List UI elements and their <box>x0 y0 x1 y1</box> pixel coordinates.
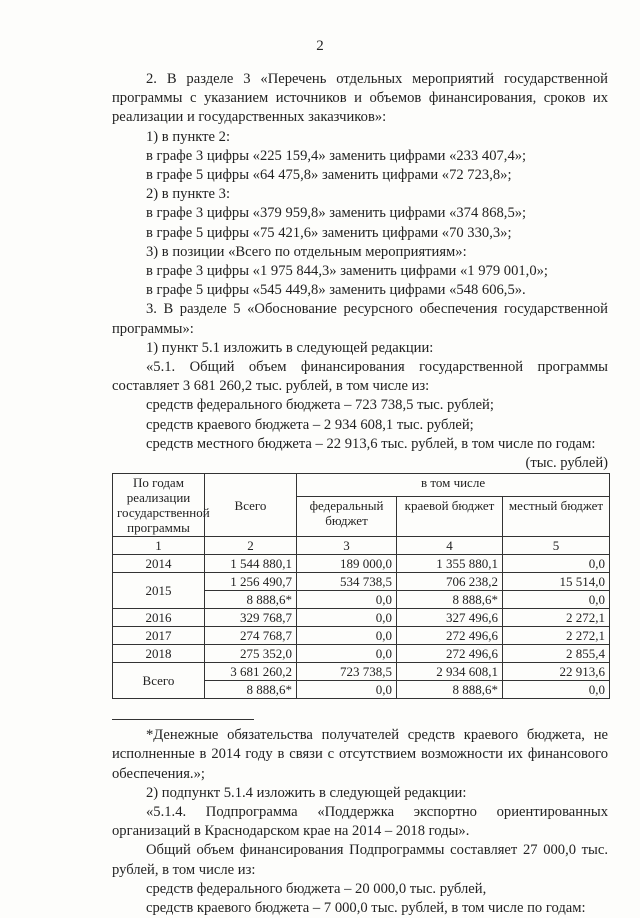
table-cell: 534 738,5 <box>297 573 397 591</box>
table-cell: 0,0 <box>503 555 610 573</box>
paragraph: 2. В разделе 3 «Перечень отдельных мероприятий государственной программы с указанием источников и объемов финансирования, сроков их реализации и государственных заказчиков»: <box>112 71 608 126</box>
financing-table <box>112 473 610 699</box>
table-cell: 272 496,6 <box>397 645 503 663</box>
page-number: 2 <box>316 38 324 54</box>
paragraph: 1) в пункте 2: <box>146 128 231 145</box>
row-label: 2017 <box>113 627 205 645</box>
table-cell: 2 272,1 <box>503 609 610 627</box>
table-cell: 189 000,0 <box>297 555 397 573</box>
table-cell: 275 352,0 <box>205 645 297 663</box>
paragraphs-top <box>112 70 608 454</box>
row-label: 2015 <box>113 573 205 609</box>
paragraph: средств краевого бюджета – 7 000,0 тыс. рублей, в том числе по годам: <box>146 900 586 917</box>
table-cell: 274 768,7 <box>205 627 297 645</box>
col-number: 3 <box>297 537 397 555</box>
table-cell: 272 496,6 <box>397 627 503 645</box>
header-federal: федеральный бюджет <box>297 496 397 537</box>
header-local: местный бюджет <box>503 496 610 537</box>
paragraph: в графе 5 цифры «75 421,6» заменить цифрами «70 330,3»; <box>146 224 512 241</box>
col-number: 4 <box>397 537 503 555</box>
document-body <box>112 70 608 918</box>
paragraph: Общий объем финансирования Подпрограммы составляет 27 000,0 тыс. рублей, в том числе из: <box>112 842 608 878</box>
table-cell: 8 888,6* <box>397 591 503 609</box>
table-row <box>113 645 610 663</box>
paragraph: средств местного бюджета – 22 913,6 тыс. рублей, в том числе по годам: <box>146 435 596 452</box>
table-row <box>113 555 610 573</box>
header-including: в том числе <box>297 474 610 496</box>
paragraph: в графе 3 цифры «225 159,4» заменить цифрами «233 407,4»; <box>146 147 527 164</box>
paragraph: 3. В разделе 5 «Обоснование ресурсного обеспечения государственной программы»: <box>112 301 608 337</box>
table-row <box>113 609 610 627</box>
table-cell: 8 888,6* <box>205 681 297 699</box>
col-number: 5 <box>503 537 610 555</box>
table-cell: 0,0 <box>297 627 397 645</box>
paragraphs-bottom <box>112 784 608 918</box>
paragraph: в графе 3 цифры «1 975 844,3» заменить цифрами «1 979 001,0»; <box>146 263 548 280</box>
table-cell: 22 913,6 <box>503 663 610 681</box>
table-cell: 0,0 <box>297 681 397 699</box>
footnote: *Денежные обязательства получателей средств краевого бюджета, не исполненные в 2014 году в связи с отсутствием возможности их финансового обеспечения.»; <box>112 727 608 782</box>
table-cell: 0,0 <box>297 591 397 609</box>
table-body <box>113 555 610 699</box>
table-row <box>113 627 610 645</box>
paragraph: «5.1. Общий объем финансирования государственной программы составляет 3 681 260,2 тыс. рублей, в том числе из: <box>112 359 608 395</box>
paragraph: 1) пункт 5.1 изложить в следующей редакции: <box>146 339 434 356</box>
footnote-divider <box>112 719 254 720</box>
table-cell: 0,0 <box>503 591 610 609</box>
table-cell: 327 496,6 <box>397 609 503 627</box>
table-cell: 2 855,4 <box>503 645 610 663</box>
table-cell: 329 768,7 <box>205 609 297 627</box>
table-cell: 0,0 <box>297 609 397 627</box>
row-label: 2018 <box>113 645 205 663</box>
header-total: Всего <box>205 474 297 537</box>
row-label: 2016 <box>113 609 205 627</box>
table-cell: 723 738,5 <box>297 663 397 681</box>
paragraph: в графе 5 цифры «64 475,8» заменить цифрами «72 723,8»; <box>146 167 512 184</box>
paragraph: средств краевого бюджета – 2 934 608,1 тыс. рублей; <box>146 416 474 433</box>
table-cell: 1 544 880,1 <box>205 555 297 573</box>
paragraph: 2) подпункт 5.1.4 изложить в следующей редакции: <box>146 784 467 801</box>
table-cell: 3 681 260,2 <box>205 663 297 681</box>
table-cell: 0,0 <box>503 681 610 699</box>
table-cell: 2 272,1 <box>503 627 610 645</box>
col-number: 2 <box>205 537 297 555</box>
paragraph: в графе 3 цифры «379 959,8» заменить цифрами «374 868,5»; <box>146 205 527 222</box>
header-regional: краевой бюджет <box>397 496 503 537</box>
table-cell: 1 355 880,1 <box>397 555 503 573</box>
paragraph: 3) в позиции «Всего по отдельным мероприятиям»: <box>146 243 467 260</box>
table-cell: 2 934 608,1 <box>397 663 503 681</box>
table-cell: 1 256 490,7 <box>205 573 297 591</box>
unit-note: (тыс. рублей) <box>525 455 608 472</box>
table-cell: 706 238,2 <box>397 573 503 591</box>
paragraph: средств федерального бюджета – 723 738,5 тыс. рублей; <box>146 397 494 414</box>
table-cell: 15 514,0 <box>503 573 610 591</box>
table-cell: 8 888,6* <box>205 591 297 609</box>
row-label: Всего <box>113 663 205 699</box>
paragraph: средств федерального бюджета – 20 000,0 тыс. рублей, <box>146 880 487 897</box>
table-cell: 8 888,6* <box>397 681 503 699</box>
paragraph: 2) в пункте 3: <box>146 186 231 203</box>
table-row <box>113 573 610 591</box>
paragraph: в графе 5 цифры «545 449,8» заменить цифрами «548 606,5». <box>146 282 526 299</box>
col-number: 1 <box>113 537 205 555</box>
header-years: По годам реализации государственной программы <box>113 474 205 537</box>
table-cell: 0,0 <box>297 645 397 663</box>
column-numbers-row <box>113 537 610 555</box>
paragraph: «5.1.4. Подпрограмма «Поддержка экспортно ориентированных организаций в Краснодарском крае на 2014 – 2018 годы». <box>112 804 608 840</box>
row-label: 2014 <box>113 555 205 573</box>
table-row <box>113 663 610 681</box>
